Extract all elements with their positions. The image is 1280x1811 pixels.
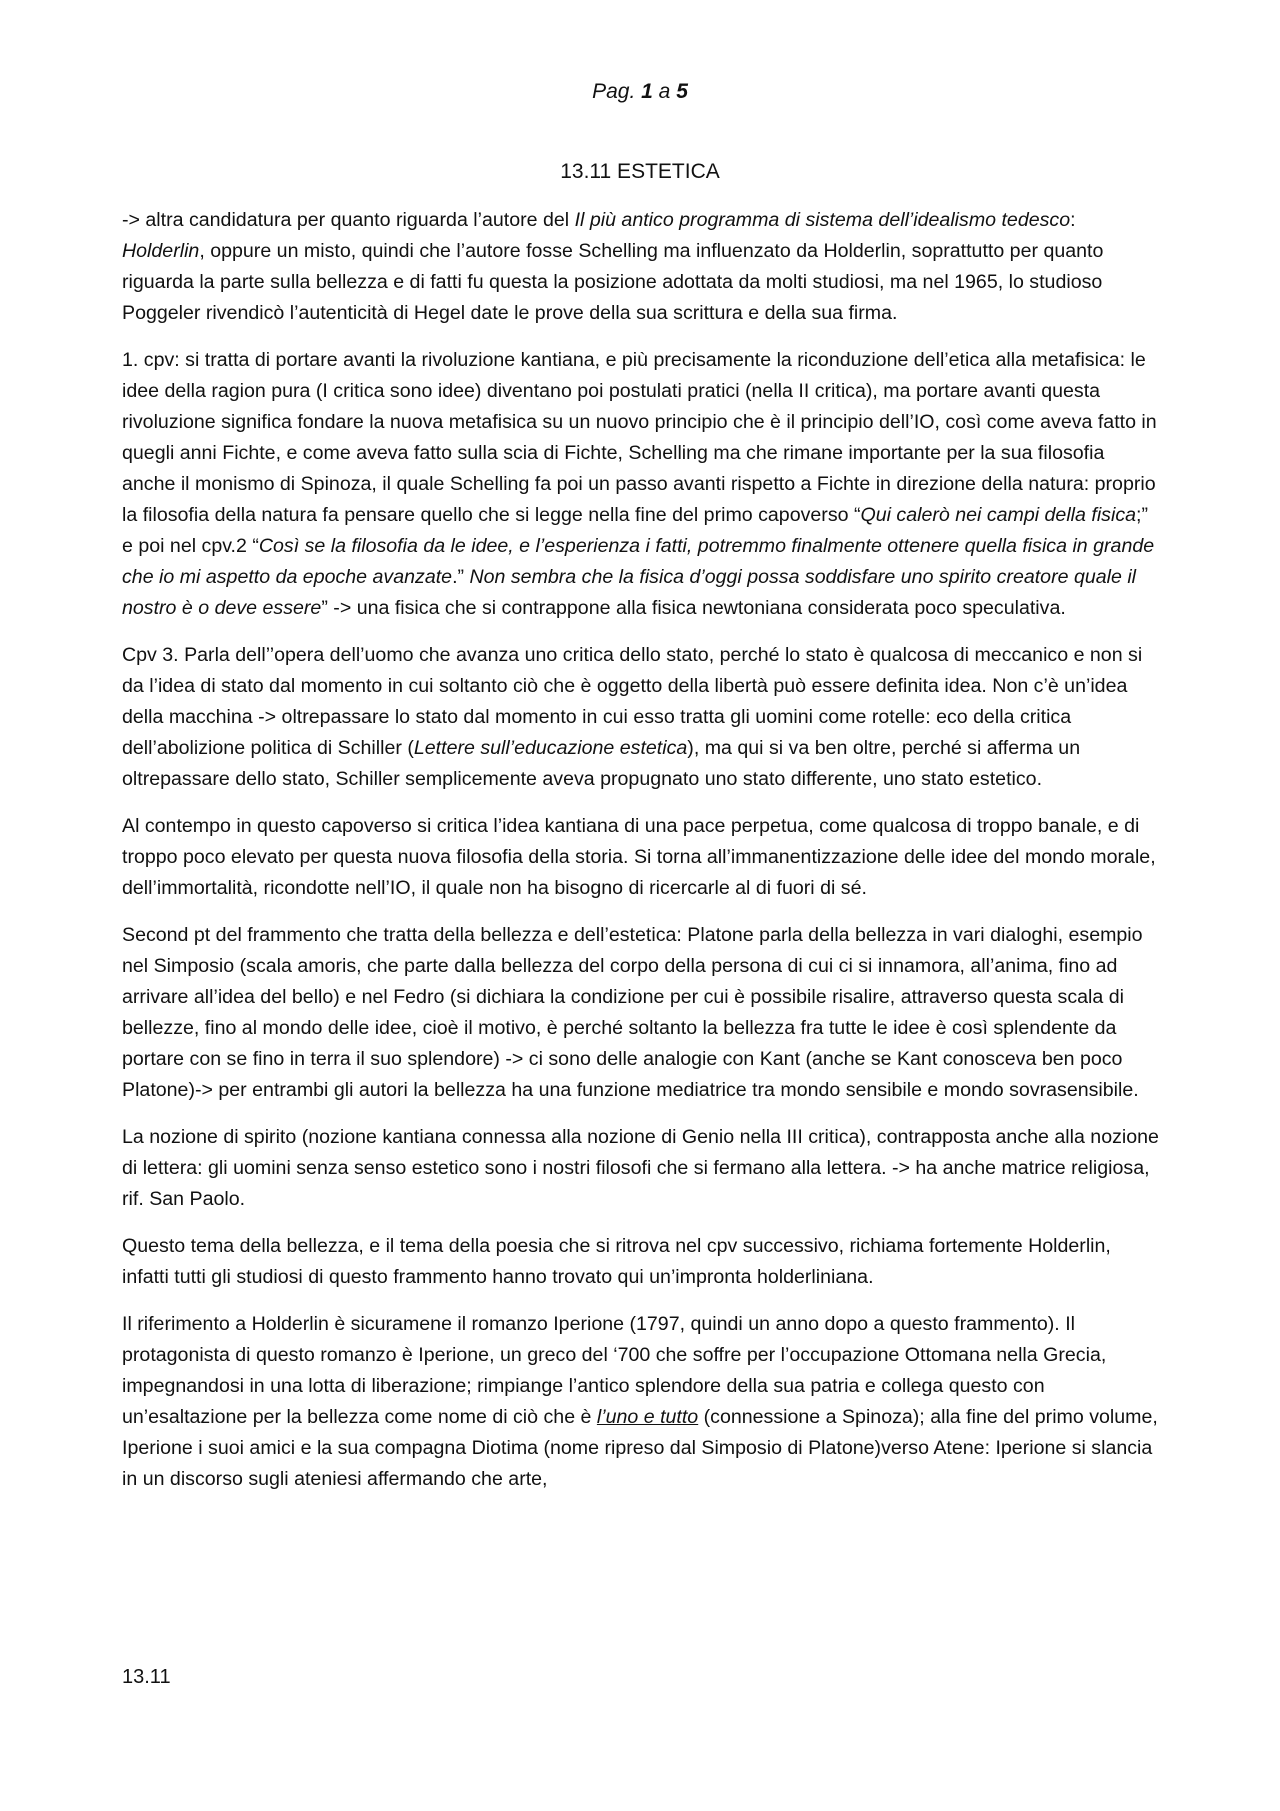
text-run: Il riferimento a Holderlin è sicuramene il romanzo Iperione (1797, quindi un anno dopo a questo frammento). Il protagonista di questo romanzo è Iperione, un greco del ‘700 che soffre per l’occupazione Ottomana nella Grecia, impegnandosi in una lotta di liberazione; rimpiange l’antico splendore della sua patria e collega questo con un’esaltazione per la bellezza come nome di ciò che è (122, 1313, 1107, 1428)
page-number (0, 80, 1280, 104)
paragraph-3 (122, 640, 1162, 795)
text-run: : (1070, 209, 1076, 231)
document-title: 13.11 ESTETICA (560, 160, 720, 183)
paragraph-5: Second pt del frammento che tratta della bellezza e dell’estetica: Platone parla della bellezza in vari dialoghi, esempio nel Simposio (scala amoris, che parte dalla bellezza del corpo della persona di cui ci si innamora, all’anima, fino ad arrivare all’idea del bello) e nel Fedro (si dichiara la condizione per cui è possibile risalire, attraverso questa scala di bellezze, fino al mondo delle idee, cioè il motivo, è perché soltanto la bellezza fra tutte le idee è così splendente da portare con se fino in terra il suo splendore) -> ci sono delle analogie con Kant (anche se Kant conosceva ben poco Platone)-> per entrambi gli autori la bellezza ha una funzione mediatrice tra mondo sensibile e mondo sovrasensibile. (122, 924, 1143, 1101)
italic-run: Lettere sull’educazione estetica (413, 737, 688, 759)
italic-run: Così se la filosofia da le idee, e l’esperienza i fatti, potremmo finalmente ottenere quella fisica in grande che io mi aspetto da epoche avanzate (122, 535, 1155, 588)
document-body (122, 205, 1162, 1511)
text-run: Cpv 3. Parla dell’’opera dell’uomo che avanza uno critica dello stato, perché lo stato è qualcosa di meccanico e non si da l’idea di stato dal momento in cui soltanto ciò che è oggetto della libertà può essere definita idea. Non c’è un’idea della macchina -> oltrepassare lo stato dal momento in cui esso tratta gli uomini come rotelle: eco della critica dell’abolizione politica di Schiller ( (122, 644, 1143, 759)
italic-run: Non sembra che la fisica d’oggi possa soddisfare uno spirito creatore quale il nostro è o deve essere (122, 566, 1137, 619)
text-run: , oppure un misto, quindi che l’autore fosse Schelling ma influenzato da Holderlin, soprattutto per quanto riguarda la parte sulla bellezza e di fatti fu questa la posizione adottata da molti studiosi, ma nel 1965, lo studioso Poggeler rivendicò l’autenticità di Hegel date le prove della sua scrittura e della sua firma. (122, 240, 1104, 324)
page-prefix: Pag. (592, 80, 636, 103)
text-run: (connessione a Spinoza); alla fine del primo volume, Iperione i suoi amici e la sua compagna Diotima (nome ripreso dal Simposio di Platone)verso Atene: Iperione si slancia in un discorso sugli ateniesi affermando che arte, (122, 1406, 1158, 1490)
text-run: ), ma qui si va ben oltre, perché si afferma un oltrepassare dello stato, Schiller semplicemente aveva propugnato uno stato differente, uno stato estetico. (122, 737, 1081, 790)
paragraph-2 (122, 345, 1162, 624)
paragraph-1 (122, 205, 1162, 329)
text-run: -> altra candidatura per quanto riguarda l’autore del (122, 209, 575, 231)
paragraph-6: La nozione di spirito (nozione kantiana connessa alla nozione di Genio nella III critica), contrapposta anche alla nozione di lettera: gli uomini senza senso estetico sono i nostri filosofi che si fermano alla lettera. -> ha anche matrice religiosa, rif. San Paolo. (122, 1126, 1159, 1210)
page-separator: a (658, 80, 671, 103)
paragraph-7: Questo tema della bellezza, e il tema della poesia che si ritrova nel cpv successivo, richiama fortemente Holderlin, infatti tutti gli studiosi di questo frammento hanno trovato qui un’impronta holderliniana. (122, 1235, 1111, 1288)
text-run: ;” e poi nel cpv.2 “ (122, 504, 1148, 557)
text-run: ” -> una fisica che si contrappone alla fisica newtoniana considerata poco speculativa. (321, 597, 1066, 619)
italic-run: Holderlin (122, 240, 200, 262)
footer-date: 13.11 (122, 1666, 171, 1688)
paragraph-8 (122, 1309, 1162, 1495)
italic-run: Qui calerò nei campi della fisica (860, 504, 1137, 526)
page-total: 5 (676, 80, 688, 103)
text-run: 1. cpv: si tratta di portare avanti la rivoluzione kantiana, e più precisamente la riconduzione dell’etica alla metafisica: le idee della ragion pura (I critica sono idee) diventano poi postulati pratici (nella II critica), ma portare avanti questa rivoluzione significa fondare la nuova metafisica su un nuovo principio che è il principio dell’IO, così come aveva fatto in quegli anni Fichte, e come aveva fatto sulla scia di Fichte, Schelling ma che rimane importante per la sua filosofia anche il monismo di Spinoza, il quale Schelling fa poi un passo avanti rispetto a Fichte in direzione della natura: proprio la filosofia della natura fa pensare quello che si legge nella fine del primo capoverso “ (122, 349, 1157, 526)
italic-run: Il più antico programma di sistema dell’idealismo tedesco (574, 209, 1071, 231)
paragraph-4: Al contempo in questo capoverso si critica l’idea kantiana di una pace perpetua, come qualcosa di troppo banale, e di troppo poco elevato per questa nuova filosofia della storia. Si torna all’immanentizzazione delle idee del mondo morale, dell’immortalità, ricondotte nell’IO, il quale non ha bisogno di ricercarle al di fuori di sé. (122, 815, 1156, 899)
page-current: 1 (641, 80, 653, 103)
text-run: .” (452, 566, 470, 588)
underlined-italic-run: l’uno e tutto (596, 1406, 699, 1428)
